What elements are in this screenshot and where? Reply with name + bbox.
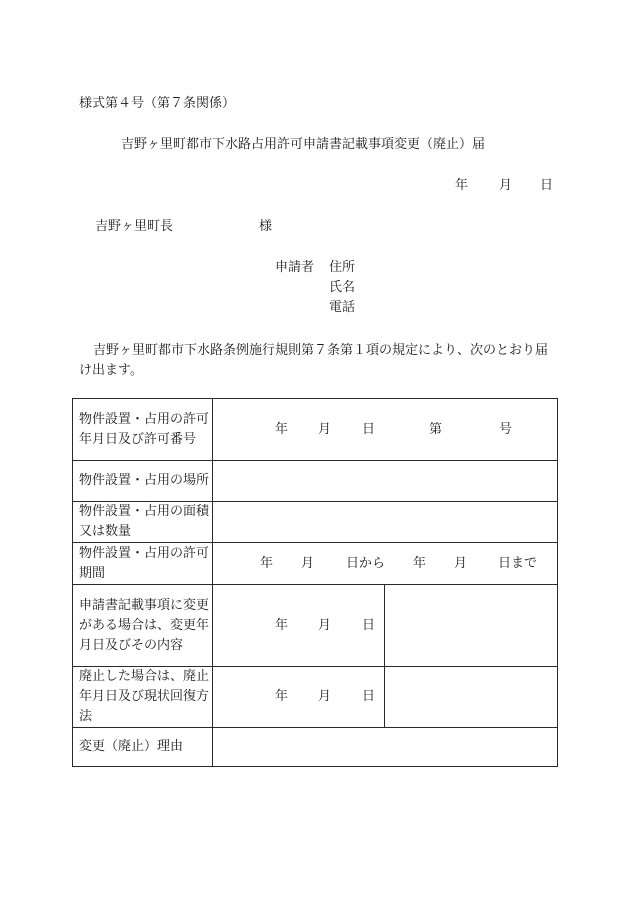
table-row-reason: [73, 728, 558, 767]
permit-year-label: 年: [275, 421, 289, 437]
addressee-honorific: 様: [259, 219, 273, 234]
period-end-year-label: 年: [413, 555, 427, 571]
addressee-name: 吉野ヶ里町長: [95, 219, 174, 234]
table-row-permit-date-number: [73, 399, 558, 461]
abolition-date-cell: [213, 667, 385, 728]
header-date-year: 年: [455, 178, 469, 193]
row-label-location: 物件設置・占用の場所: [73, 461, 213, 502]
table-row-permit-period: [73, 543, 558, 585]
period-start-year-label: 年: [260, 555, 274, 571]
area-quantity-field[interactable]: [213, 502, 558, 543]
period-start-month-label: 月: [301, 555, 315, 571]
period-until-label: 日まで: [498, 555, 538, 571]
header-date-month: 月: [499, 178, 513, 193]
row-label-permit-period: 物件設置・占用の許可期間: [73, 543, 213, 585]
permit-number-suffix: 号: [499, 421, 513, 437]
change-month-label: 月: [318, 617, 332, 633]
row-label-permit-date-number: 物件設置・占用の許可年月日及び許可番号: [73, 399, 213, 461]
permit-date-number-cell: [213, 399, 558, 461]
change-content-field[interactable]: [385, 585, 558, 667]
abolition-month-label: 月: [318, 689, 332, 704]
change-day-label: 日: [362, 617, 376, 633]
applicant-address-label: 住所: [329, 260, 356, 275]
abolition-day-label: 日: [362, 689, 376, 704]
document-title: 吉野ヶ里町都市下水路占用許可申請書記載事項変更（廃止）届: [121, 137, 486, 152]
applicant-label: 申請者: [275, 260, 315, 275]
change-year-label: 年: [275, 617, 289, 633]
reason-field[interactable]: [213, 728, 558, 767]
change-date-cell: [213, 585, 385, 667]
notification-table: [72, 398, 558, 767]
period-from-label: 日から: [346, 555, 386, 571]
body-statement: 吉野ヶ里町都市下水路条例施行規則第７条第１項の規定により、次のとおり届け出ます。: [79, 343, 549, 378]
table-row-abolition: [73, 667, 558, 728]
row-label-area-quantity: 物件設置・占用の面積又は数量: [73, 502, 213, 543]
permit-day-label: 日: [362, 421, 376, 437]
header-date-day: 日: [540, 178, 554, 193]
row-label-reason: 変更（廃止）理由: [73, 728, 213, 767]
table-row-change: [73, 585, 558, 667]
row-label-change: 申請書記載事項に変更がある場合は、変更年月日及びその内容: [73, 585, 213, 667]
location-field[interactable]: [213, 461, 558, 502]
permit-number-prefix: 第: [429, 421, 443, 437]
table-row-location: [73, 461, 558, 502]
table-row-area-quantity: [73, 502, 558, 543]
row-label-abolition: 廃止した場合は、廃止年月日及び現状回復方法: [73, 667, 213, 728]
period-end-month-label: 月: [454, 555, 468, 571]
applicant-phone-label: 電話: [329, 300, 356, 315]
restoration-method-field[interactable]: [385, 667, 558, 728]
permit-month-label: 月: [318, 421, 332, 437]
permit-period-cell: [213, 543, 558, 585]
applicant-name-label: 氏名: [329, 280, 356, 295]
form-number-label: 様式第４号（第７条関係）: [79, 96, 236, 111]
abolition-year-label: 年: [275, 689, 289, 704]
